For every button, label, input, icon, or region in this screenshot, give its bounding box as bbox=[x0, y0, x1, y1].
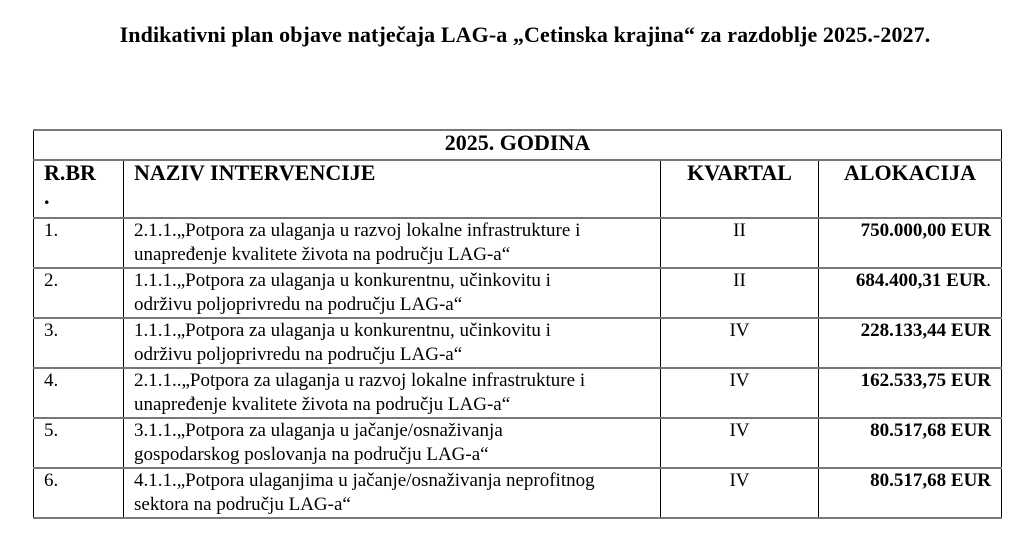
intervention-name-line1: 1.1.1.„Potpora za ulaganja u konkurentnu, učinkovitu i bbox=[134, 270, 551, 291]
allocation bbox=[819, 218, 1002, 268]
column-header-kvartal: KVARTAL bbox=[661, 160, 819, 218]
quarter: IV bbox=[661, 418, 819, 468]
allocation-amount: 80.517,68 EUR bbox=[870, 420, 992, 441]
column-header-naziv: NAZIV INTERVENCIJE bbox=[124, 160, 661, 218]
intervention-name-line2: unapređenje kvalitete života na području LAG-a“ bbox=[134, 244, 511, 265]
allocation-amount: 80.517,68 EUR bbox=[870, 470, 992, 491]
column-header-alokacija: ALOKACIJA bbox=[819, 160, 1002, 218]
rbr-dot: . bbox=[44, 184, 50, 209]
row-number: 5. bbox=[34, 418, 124, 468]
intervention-name-line1: 1.1.1.„Potpora za ulaganja u konkurentnu, učinkovitu i bbox=[134, 320, 551, 341]
quarter: IV bbox=[661, 468, 819, 518]
intervention-name-line2: održivu poljoprivredu na području LAG-a“ bbox=[134, 294, 463, 315]
intervention-name-line2: gospodarskog poslovanja na području LAG-a“ bbox=[134, 444, 489, 465]
year-heading: 2025. GODINA bbox=[34, 130, 1002, 160]
row-number: 2. bbox=[34, 268, 124, 318]
intervention-name-line2: održivu poljoprivredu na području LAG-a“ bbox=[134, 344, 463, 365]
table-row bbox=[34, 418, 1002, 468]
intervention-name bbox=[124, 268, 661, 318]
quarter: IV bbox=[661, 368, 819, 418]
column-header-rbr bbox=[34, 160, 124, 218]
intervention-name bbox=[124, 218, 661, 268]
table-row bbox=[34, 468, 1002, 518]
allocation bbox=[819, 468, 1002, 518]
quarter: II bbox=[661, 268, 819, 318]
allocation-amount: 162.533,75 EUR bbox=[860, 370, 992, 391]
allocation bbox=[819, 318, 1002, 368]
table-row bbox=[34, 218, 1002, 268]
intervention-name-line1: 2.1.1..„Potpora za ulaganja u razvoj lokalne infrastrukture i bbox=[134, 370, 586, 391]
document-title: Indikativni plan objave natječaja LAG-a „Cetinska krajina“ za razdoblje 2025.-2027. bbox=[119, 22, 931, 47]
quarter: II bbox=[661, 218, 819, 268]
table-row bbox=[34, 268, 1002, 318]
allocation bbox=[819, 368, 1002, 418]
intervention-name bbox=[124, 368, 661, 418]
allocation-table bbox=[33, 129, 1002, 519]
table-row bbox=[34, 368, 1002, 418]
allocation-amount: 228.133,44 EUR bbox=[860, 320, 992, 341]
row-number: 3. bbox=[34, 318, 124, 368]
row-number: 1. bbox=[34, 218, 124, 268]
header-row bbox=[34, 160, 1002, 218]
allocation bbox=[819, 418, 1002, 468]
intervention-name-line1: 2.1.1.„Potpora za ulaganja u razvoj lokalne infrastrukture i bbox=[134, 220, 581, 241]
intervention-name bbox=[124, 318, 661, 368]
rbr-label: R.BR bbox=[44, 160, 96, 185]
quarter: IV bbox=[661, 318, 819, 368]
row-number: 4. bbox=[34, 368, 124, 418]
intervention-name bbox=[124, 418, 661, 468]
allocation-amount: 750.000,00 EUR bbox=[860, 220, 992, 241]
intervention-name-line1: 4.1.1.„Potpora ulaganjima u jačanje/osnaživanja neprofitnog bbox=[134, 470, 595, 491]
intervention-name-line1: 3.1.1.„Potpora za ulaganja u jačanje/osnaživanja bbox=[134, 420, 503, 441]
allocation bbox=[819, 268, 1002, 318]
intervention-name bbox=[124, 468, 661, 518]
table-row bbox=[34, 318, 1002, 368]
allocation-amount: 684.400,31 EUR bbox=[855, 270, 987, 291]
intervention-name-line2: sektora na području LAG-a“ bbox=[134, 494, 351, 515]
intervention-name-line2: unapređenje kvalitete života na području LAG-a“ bbox=[134, 394, 511, 415]
row-number: 6. bbox=[34, 468, 124, 518]
year-heading-row bbox=[34, 130, 1002, 160]
allocation-suffix: . bbox=[986, 270, 992, 291]
